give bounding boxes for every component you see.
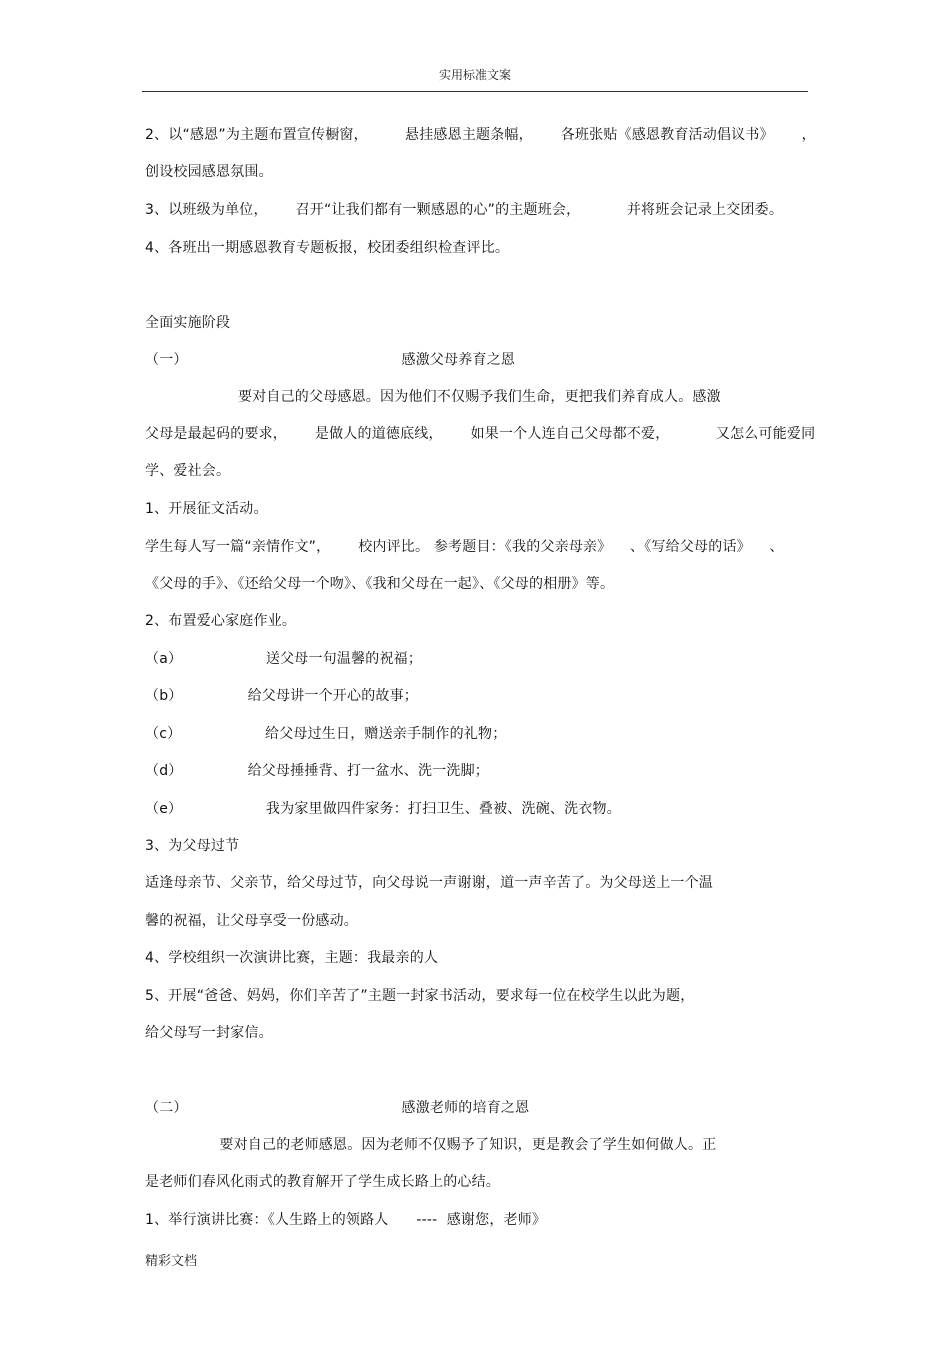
text-line: 适逢母亲节、父亲节，给父母过节，向父母说一声谢谢，道一声辛苦了。为父母送上一个温 (145, 875, 713, 891)
text-line: 1、开展征文活动。 (145, 501, 268, 517)
text-line: 2、以“感恩”为主题布置宣传橱窗， 悬挂感恩主题条幅， 各班张贴《感恩教育活动倡议书》 ， (145, 127, 816, 143)
list-item: （e） 我为家里做四件家务：打扫卫生、叠被、洗碗、洗衣物。 (145, 801, 621, 817)
list-item: （b） 给父母讲一个开心的故事； (145, 688, 418, 704)
page-footer: 精彩文档 (145, 1254, 198, 1269)
text-line: 3、为父母过节 (145, 838, 240, 854)
text-line: 给父母写一封家信。 (145, 1025, 273, 1041)
text-line: 是老师们春风化雨式的教育解开了学生成长路上的心结。 (145, 1174, 500, 1190)
text-line: 4、各班出一期感恩教育专题板报，校团委组织检查评比。 (145, 240, 510, 256)
text-line: 要对自己的老师感恩。因为老师不仅赐予了知识，更是教会了学生如何做人。正 (145, 1137, 717, 1153)
text-line: 5、开展“爸爸、妈妈，你们辛苦了”主题一封家书活动，要求每一位在校学生以此为题， (145, 988, 695, 1004)
subsection-heading: （一） 感激父母养育之恩 (145, 352, 516, 368)
text-line: 父母是最起码的要求， 是做人的道德底线， 如果一个人连自己父母都不爱， 又怎么可能爱同 (145, 426, 816, 442)
text-line: 2、布置爱心家庭作业。 (145, 613, 297, 629)
text-line: 馨的祝福，让父母享受一份感动。 (145, 913, 358, 929)
list-item: （a） 送父母一句温馨的祝福； (145, 651, 423, 667)
header-divider (142, 91, 808, 92)
text-line: 1、举行演讲比赛：《人生路上的领路人 ---- 感谢您，老师》 (145, 1212, 547, 1228)
text-line: 学、爱社会。 (145, 463, 231, 479)
subsection-heading: （二） 感激老师的培育之恩 (145, 1100, 530, 1116)
text-line: 《父母的手》、《还给父母一个吻》、《我和父母在一起》、《父母的相册》等。 (145, 576, 615, 592)
text-line: 3、以班级为单位， 召开“让我们都有一颗感恩的心”的主题班会， 并将班会记录上交团委。 (145, 202, 784, 218)
list-item: （c） 给父母过生日，赠送亲手制作的礼物； (145, 726, 507, 742)
page-header-title: 实用标准文案 (438, 68, 511, 82)
text-line: 4、学校组织一次演讲比赛，主题：我最亲的人 (145, 950, 439, 966)
list-item: （d） 给父母捶捶背、打一盆水、洗一洗脚； (145, 763, 489, 779)
text-line: 创设校园感恩氛围。 (145, 164, 273, 180)
text-line: 学生每人写一篇“亲情作文”， 校内评比。 参考题目：《我的父亲母亲》 、《写给父母的话》 、 (145, 539, 784, 555)
text-line: 要对自己的父母感恩。因为他们不仅赐予我们生命，更把我们养育成人。感激 (145, 389, 721, 405)
section-heading: 全面实施阶段 (145, 315, 231, 331)
